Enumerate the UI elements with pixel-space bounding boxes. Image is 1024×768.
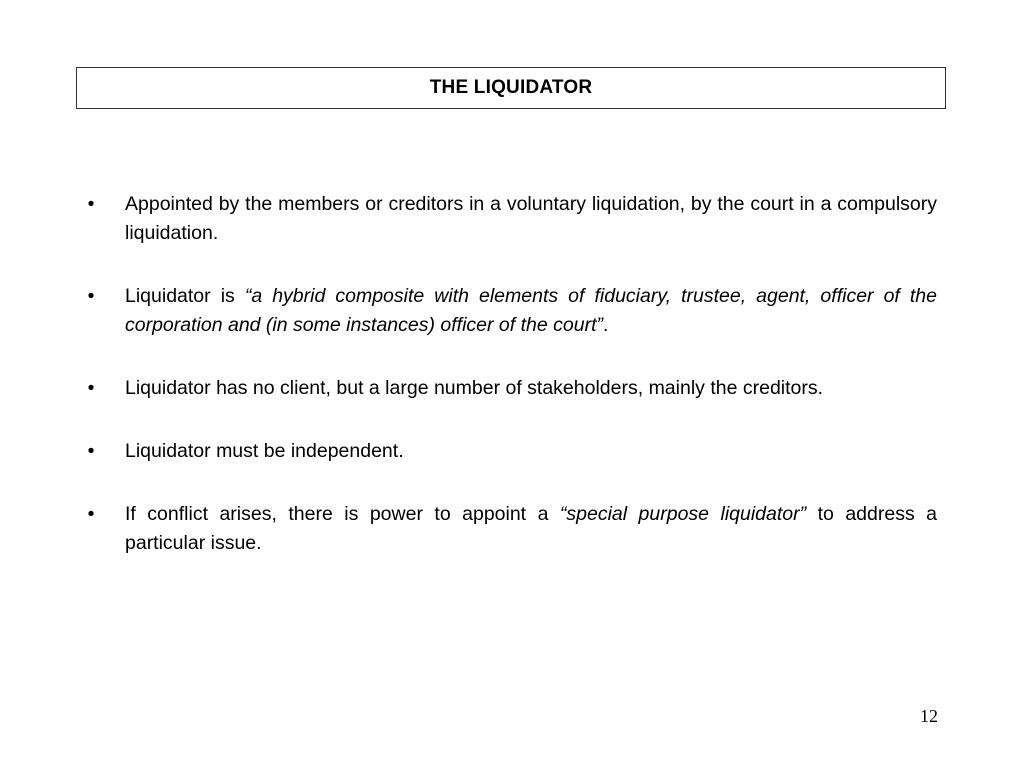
page-number: 12 bbox=[920, 706, 938, 726]
bullet-text: If conflict arises, there is power to appoint a bbox=[125, 503, 560, 525]
bullet-text-after: to address a particular issue. bbox=[125, 503, 938, 554]
bullet-icon: • bbox=[87, 503, 95, 525]
bullet-text: Liquidator is bbox=[125, 285, 245, 307]
bullet-icon: • bbox=[87, 440, 95, 462]
slide-title-box bbox=[76, 67, 946, 109]
bullet-icon: • bbox=[87, 377, 95, 399]
bullet-text-after: . bbox=[602, 314, 609, 336]
bullet-text: Liquidator must be independent. bbox=[125, 440, 404, 462]
bullet-item-special-purpose bbox=[84, 500, 937, 558]
bullet-text: Appointed by the members or creditors in a voluntary liquidation, by the court in a compulsory liquidation. bbox=[125, 193, 937, 244]
bullet-item-independent bbox=[84, 437, 937, 466]
bullet-item-appointment bbox=[84, 190, 937, 248]
bullet-quote: “special purpose liquidator” bbox=[559, 503, 807, 525]
bullet-quote: “a hybrid composite with elements of fiduciary, trustee, agent, officer of the corporation and (in some instances) officer of the court” bbox=[125, 285, 937, 336]
bullet-item-hybrid-composite bbox=[84, 282, 937, 340]
bullet-text: Liquidator has no client, but a large number of stakeholders, mainly the creditors. bbox=[125, 377, 824, 399]
bullet-list bbox=[84, 190, 937, 592]
bullet-item-stakeholders bbox=[84, 374, 937, 403]
bullet-icon: • bbox=[87, 193, 95, 215]
bullet-icon: • bbox=[87, 285, 95, 307]
slide-title: THE LIQUIDATOR bbox=[429, 77, 593, 98]
